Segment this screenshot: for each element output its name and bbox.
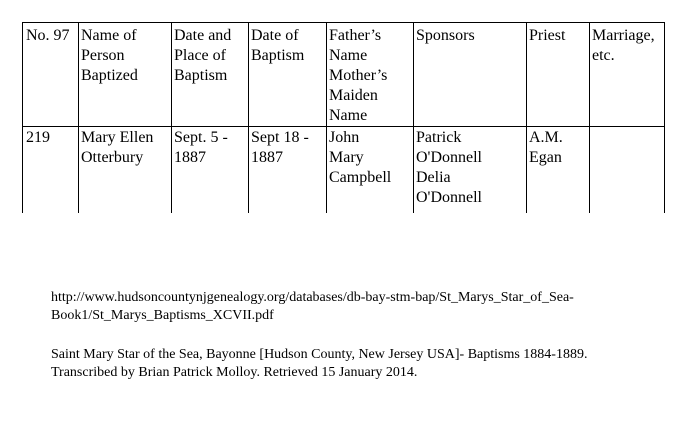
column-divider: [326, 23, 327, 213]
row-priest: [529, 128, 563, 168]
column-divider: [171, 23, 172, 213]
column-divider: [526, 23, 527, 213]
row-date-place-line: 1887: [174, 149, 206, 166]
header-marriage-line: Marriage,: [592, 27, 655, 44]
column-divider: [589, 23, 590, 213]
header-parents-line: Maiden: [329, 87, 378, 104]
header-date-baptism-line: Date of: [251, 27, 299, 44]
column-divider: [78, 23, 79, 213]
source-url: [51, 289, 574, 325]
source-url-line: Book1/St_Marys_Baptisms_XCVII.pdf: [51, 308, 274, 323]
header-number-text: No. 97: [26, 27, 70, 44]
row-name-line: Otterbury: [81, 149, 144, 166]
row-sponsors-line: Delia: [416, 169, 451, 186]
header-date-place-line: Place of: [174, 47, 226, 64]
header-parents-line: Name: [329, 107, 368, 124]
source-citation: [51, 346, 587, 382]
row-number-text: 219: [26, 129, 50, 146]
source-url-line: http://www.hudsoncountynjgenealogy.org/databases/db-bay-stm-bap/St_Marys_Star_of_Sea-: [51, 290, 574, 305]
header-sponsors: [416, 26, 475, 46]
row-name: [81, 128, 153, 168]
row-sponsors: [416, 128, 482, 208]
header-date-place-line: Date and: [174, 27, 232, 44]
header-date-baptism: [251, 26, 304, 66]
column-divider: [248, 23, 249, 213]
row-number: [26, 128, 50, 148]
row-parents: [329, 128, 391, 188]
header-parents-line: Father’s: [329, 27, 382, 44]
row-date-baptism-line: Sept 18 -: [251, 129, 309, 146]
source-citation-line: Saint Mary Star of the Sea, Bayonne [Hudson County, New Jersey USA]- Baptisms 1884-1889.: [51, 347, 588, 362]
column-divider: [413, 23, 414, 213]
header-marriage: [592, 26, 655, 66]
header-name-line: Name of: [81, 27, 137, 44]
source-citation-line: Transcribed by Brian Patrick Molloy. Retrieved 15 January 2014.: [51, 365, 418, 380]
row-priest-line: A.M.: [529, 129, 563, 146]
row-date-baptism: [251, 128, 309, 168]
row-sponsors-line: O'Donnell: [416, 189, 482, 206]
row-sponsors-line: O'Donnell: [416, 149, 482, 166]
header-priest: [529, 26, 565, 46]
row-priest-line: Egan: [529, 149, 562, 166]
header-name-line: Baptized: [81, 67, 138, 84]
header-parents: [329, 26, 387, 126]
header-marriage-line: etc.: [592, 47, 615, 64]
header-parents-line: Mother’s: [329, 67, 388, 84]
row-parents-line: Mary: [329, 149, 364, 166]
header-date-baptism-line: Baptism: [251, 47, 305, 64]
header-parents-line: Name: [329, 47, 368, 64]
row-date-place-line: Sept. 5 -: [174, 129, 228, 146]
header-priest-text: Priest: [529, 27, 566, 44]
baptism-register-table: [22, 22, 665, 213]
row-date-baptism-line: 1887: [251, 149, 283, 166]
header-row-divider: [23, 126, 664, 127]
row-name-line: Mary Ellen: [81, 129, 154, 146]
row-sponsors-line: Patrick: [416, 129, 462, 146]
header-name: [81, 26, 138, 86]
header-date-place-line: Baptism: [174, 67, 228, 84]
header-date-place: [174, 26, 231, 86]
header-number: [26, 26, 70, 46]
header-sponsors-text: Sponsors: [416, 27, 475, 44]
header-name-line: Person: [81, 47, 125, 64]
row-date-place: [174, 128, 228, 168]
row-parents-line: John: [329, 129, 360, 146]
row-parents-line: Campbell: [329, 169, 392, 186]
